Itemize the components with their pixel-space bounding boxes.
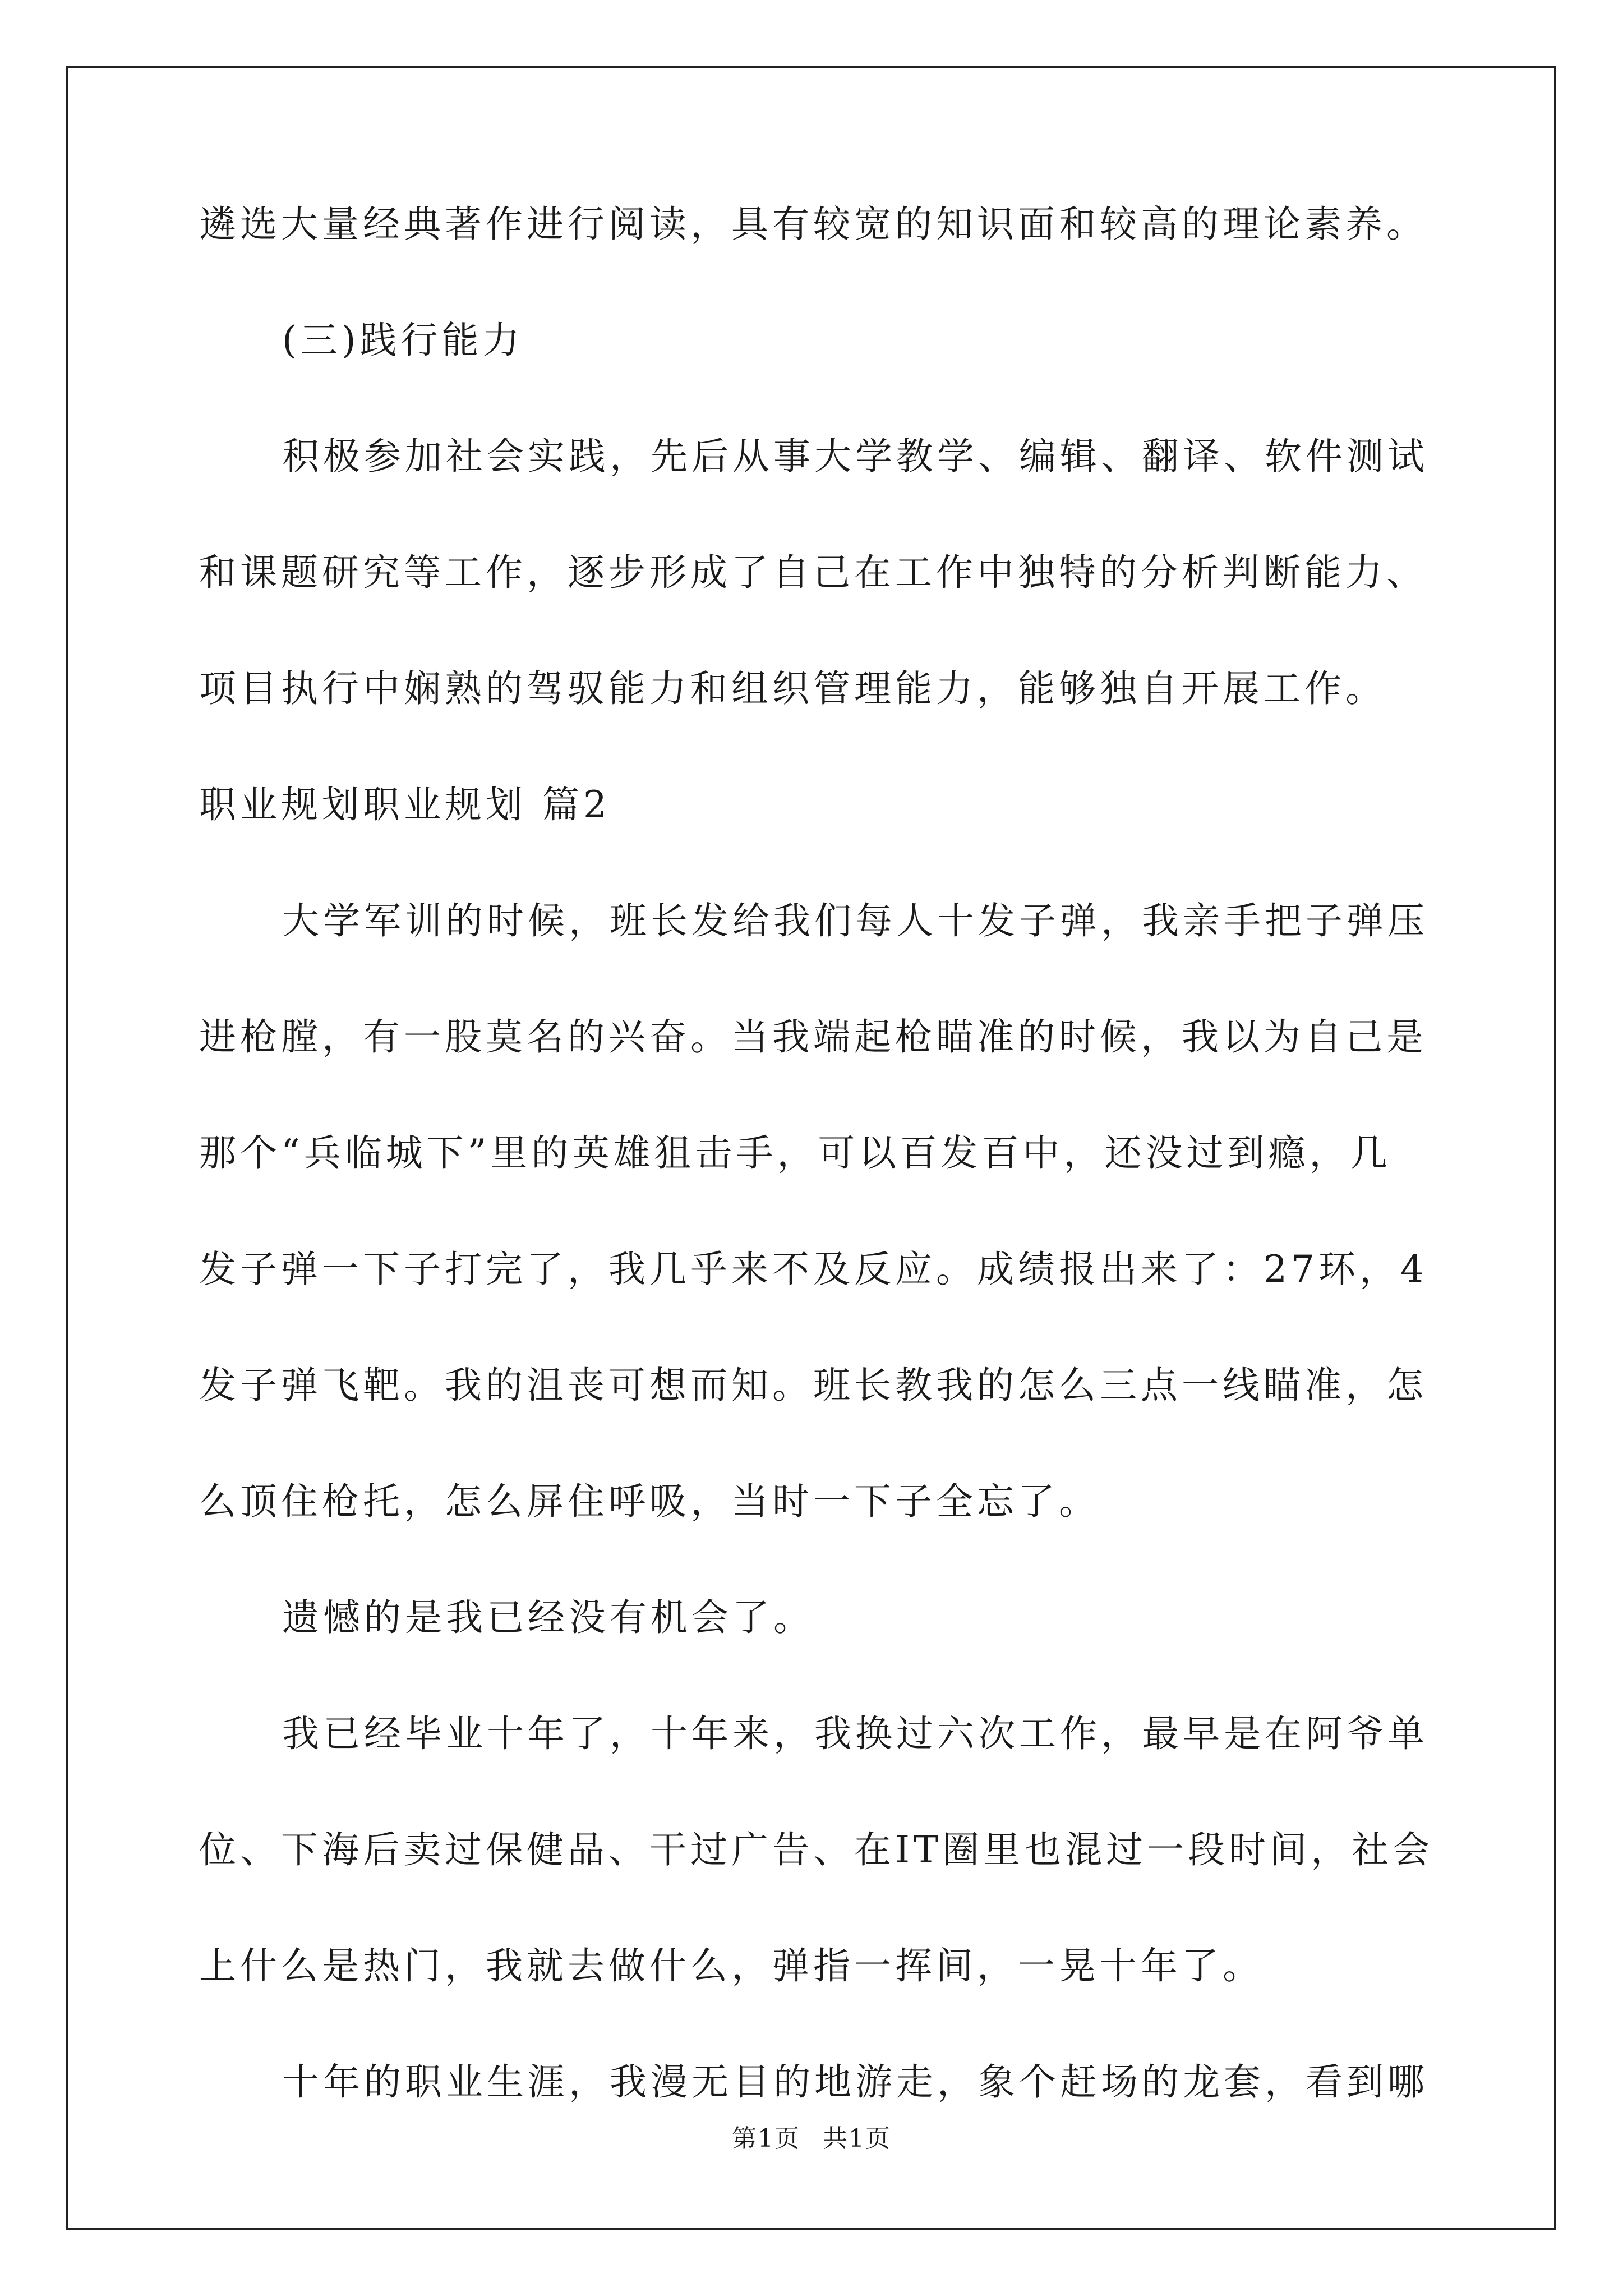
- paragraph-line: 遗憾的是我已经没有机会了。: [282, 1596, 814, 1639]
- section-heading: (三)践行能力: [282, 319, 524, 362]
- page-number-current: 第1页: [732, 2124, 800, 2153]
- paragraph-line: 十年的职业生涯，我漫无目的地游走，象个赶场的龙套，看到哪: [282, 2060, 1428, 2104]
- paragraph-line: 上什么是热门，我就去做什么，弹指一挥间，一晃十年了。: [199, 1944, 1264, 1987]
- document-body: [199, 202, 1433, 2105]
- paragraph-line: 发子弹飞靶。我的沮丧可想而知。班长教我的怎么三点一线瞄准，怎: [199, 1364, 1427, 1407]
- paragraph-line: 遴选大量经典著作进行阅读，具有较宽的知识面和较高的理论素养。: [199, 203, 1427, 246]
- paragraph-line: 那个“兵临城下”里的英雄狙击手，可以百发百中，还没过到瘾，几: [199, 1131, 1391, 1175]
- page-footer: [0, 2123, 1623, 2155]
- page-number-total: 共1页: [823, 2124, 891, 2153]
- paragraph-line: 项目执行中娴熟的驾驭能力和组织管理能力，能够独自开展工作。: [199, 667, 1386, 710]
- paragraph-line: 进枪膛，有一股莫名的兴奋。当我端起枪瞄准的时候，我以为自己是: [199, 1015, 1427, 1059]
- paragraph-line: 和课题研究等工作，逐步形成了自己在工作中独特的分析判断能力、: [199, 551, 1427, 594]
- article-heading: 职业规划职业规划 篇2: [199, 783, 611, 826]
- paragraph-line: 我已经毕业十年了，十年来，我换过六次工作，最早是在阿爷单: [282, 1712, 1428, 1755]
- paragraph-line: 大学军训的时候，班长发给我们每人十发子弹，我亲手把子弹压: [282, 899, 1428, 942]
- paragraph-line: 发子弹一下子打完了，我几乎来不及反应。成绩报出来了：27环，4: [199, 1248, 1428, 1291]
- paragraph-line: 么顶住枪托，怎么屏住呼吸，当时一下子全忘了。: [199, 1480, 1100, 1523]
- paragraph-line: 位、下海后卖过保健品、干过广告、在IT圈里也混过一段时间，社会: [199, 1828, 1434, 1871]
- paragraph-line: 积极参加社会实践，先后从事大学教学、编辑、翻译、软件测试: [282, 435, 1428, 478]
